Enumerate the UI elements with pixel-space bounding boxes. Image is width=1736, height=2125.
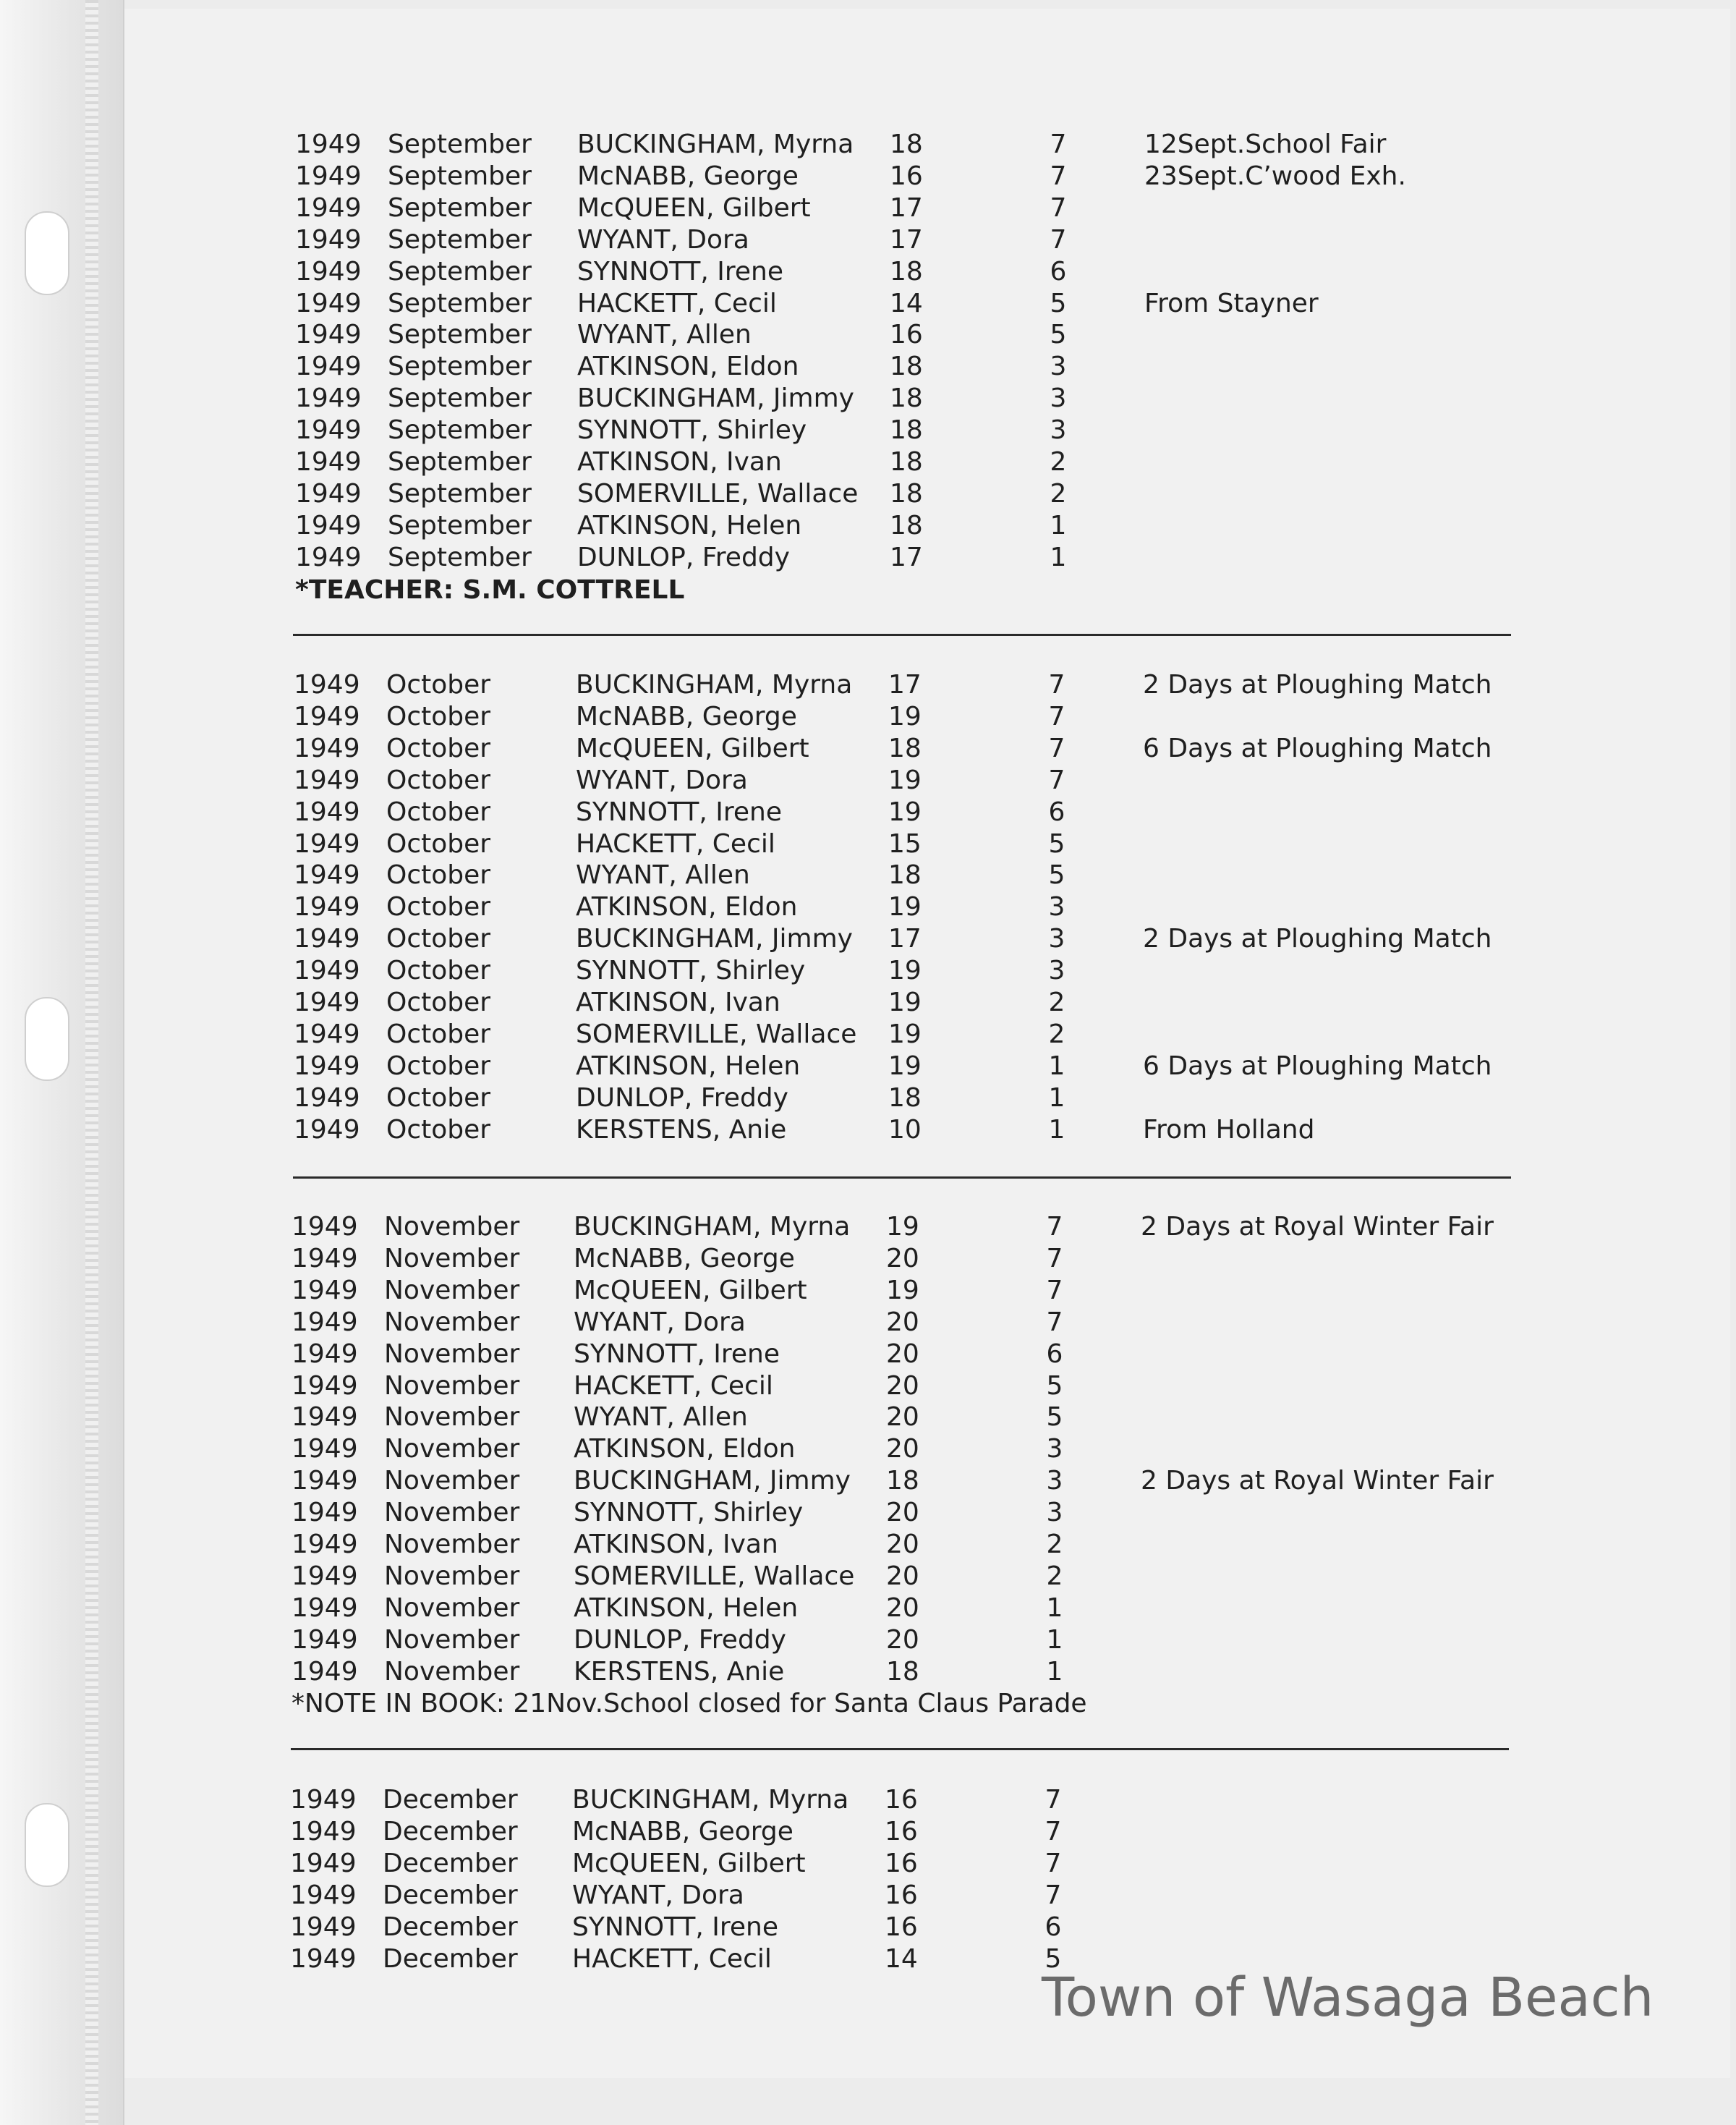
cell-year: 1949: [295, 415, 362, 446]
cell-month: September: [388, 320, 532, 350]
cell-name: DUNLOP, Freddy: [574, 1624, 786, 1655]
cell-grade: 6: [1048, 797, 1065, 827]
cell-grade: 1: [1046, 1624, 1063, 1655]
cell-month: November: [384, 1339, 520, 1369]
cell-name: SYNNOTT, Irene: [577, 256, 784, 287]
cell-month: September: [388, 415, 532, 446]
cell-grade: 5: [1048, 828, 1065, 859]
cell-month: September: [388, 542, 532, 572]
cell-note: From Holland: [1143, 1114, 1315, 1145]
cell-grade: 2: [1046, 1561, 1063, 1591]
cell-grade: 3: [1048, 956, 1065, 986]
cell-month: December: [383, 1785, 518, 1815]
cell-days: 15: [888, 828, 922, 859]
cell-grade: 3: [1048, 892, 1065, 922]
cell-days: 19: [888, 765, 922, 795]
cell-month: October: [386, 892, 491, 922]
cell-name: McQUEEN, Gilbert: [576, 733, 809, 763]
cell-days: 19: [888, 956, 922, 986]
cell-year: 1949: [290, 1912, 357, 1942]
cell-year: 1949: [292, 1339, 358, 1369]
cell-grade: 7: [1050, 130, 1067, 159]
cell-grade: 1: [1050, 510, 1067, 540]
cell-name: SYNNOTT, Shirley: [576, 956, 806, 986]
cell-year: 1949: [294, 988, 360, 1017]
cell-grade: 7: [1046, 1212, 1063, 1242]
cell-days: 20: [886, 1592, 919, 1623]
cell-year: 1949: [294, 701, 360, 731]
cell-grade: 7: [1044, 1816, 1062, 1846]
cell-year: 1949: [290, 1816, 357, 1846]
cell-month: October: [386, 1082, 491, 1113]
cell-year: 1949: [292, 1592, 358, 1623]
cell-days: 16: [885, 1816, 918, 1846]
cell-month: September: [388, 478, 532, 509]
cell-month: November: [384, 1656, 520, 1687]
cell-month: November: [384, 1434, 520, 1464]
cell-days: 20: [886, 1339, 919, 1369]
cell-year: 1949: [295, 161, 362, 191]
cell-year: 1949: [292, 1434, 358, 1464]
cell-month: September: [388, 224, 532, 255]
cell-days: 19: [888, 1051, 922, 1081]
cell-month: October: [386, 860, 491, 891]
cell-grade: 3: [1046, 1434, 1063, 1464]
cell-year: 1949: [292, 1466, 358, 1496]
cell-note: From Stayner: [1144, 288, 1319, 318]
section-divider: [293, 634, 1511, 636]
cell-name: DUNLOP, Freddy: [577, 542, 790, 572]
cell-month: October: [386, 1019, 491, 1049]
cell-year: 1949: [295, 192, 362, 223]
cell-name: SYNNOTT, Irene: [576, 797, 783, 827]
cell-name: ATKINSON, Helen: [577, 510, 802, 540]
cell-grade: 5: [1044, 1943, 1062, 1974]
cell-days: 18: [888, 1082, 922, 1113]
cell-name: ATKINSON, Ivan: [574, 1530, 778, 1559]
cell-grade: 7: [1046, 1275, 1063, 1305]
cell-name: WYANT, Dora: [577, 224, 749, 255]
cell-year: 1949: [290, 1848, 357, 1878]
cell-name: ATKINSON, Eldon: [574, 1434, 796, 1464]
cell-name: ATKINSON, Eldon: [577, 352, 799, 382]
cell-grade: 1: [1048, 1114, 1065, 1145]
cell-year: 1949: [294, 860, 360, 891]
cell-name: McQUEEN, Gilbert: [577, 192, 811, 223]
cell-days: 19: [888, 892, 922, 922]
cell-days: 18: [890, 383, 923, 414]
cell-name: McQUEEN, Gilbert: [574, 1275, 807, 1305]
cell-days: 17: [890, 542, 923, 572]
cell-grade: 5: [1050, 288, 1067, 318]
cell-days: 18: [888, 860, 922, 891]
cell-year: 1949: [294, 892, 360, 922]
cell-year: 1949: [294, 924, 360, 954]
cell-month: October: [386, 1051, 491, 1081]
cell-grade: 7: [1050, 192, 1067, 223]
cell-grade: 7: [1044, 1848, 1062, 1878]
cell-days: 20: [886, 1307, 919, 1337]
cell-month: October: [386, 828, 491, 859]
cell-month: December: [383, 1816, 518, 1846]
cell-grade: 7: [1050, 224, 1067, 255]
cell-days: 20: [886, 1498, 919, 1528]
cell-grade: 6: [1050, 256, 1067, 287]
binder-hole: [25, 997, 69, 1081]
cell-name: WYANT, Allen: [576, 860, 750, 891]
cell-days: 17: [888, 924, 922, 954]
cell-month: November: [384, 1212, 520, 1242]
cell-name: SYNNOTT, Irene: [574, 1339, 780, 1369]
cell-name: McNABB, George: [572, 1816, 793, 1846]
cell-name: SYNNOTT, Irene: [572, 1912, 779, 1942]
cell-year: 1949: [294, 765, 360, 795]
cell-days: 16: [890, 320, 923, 350]
cell-year: 1949: [292, 1370, 358, 1401]
cell-year: 1949: [295, 510, 362, 540]
cell-name: HACKETT, Cecil: [574, 1370, 773, 1401]
cell-days: 16: [890, 161, 923, 191]
cell-days: 18: [890, 447, 923, 477]
cell-name: WYANT, Dora: [576, 765, 748, 795]
cell-month: November: [384, 1624, 520, 1655]
cell-year: 1949: [295, 383, 362, 414]
cell-month: September: [388, 161, 532, 191]
cell-name: BUCKINGHAM, Myrna: [574, 1212, 851, 1242]
sheet-protector-edge: [0, 0, 124, 2125]
cell-days: 16: [885, 1785, 918, 1815]
cell-name: SOMERVILLE, Wallace: [577, 478, 859, 509]
cell-name: WYANT, Dora: [572, 1880, 744, 1910]
cell-grade: 7: [1044, 1880, 1062, 1910]
cell-name: HACKETT, Cecil: [577, 288, 777, 318]
cell-year: 1949: [295, 447, 362, 477]
cell-year: 1949: [295, 256, 362, 287]
cell-grade: 7: [1048, 765, 1065, 795]
cell-year: 1949: [292, 1212, 358, 1242]
cell-days: 10: [888, 1114, 922, 1145]
cell-year: 1949: [290, 1785, 357, 1815]
cell-grade: 3: [1050, 415, 1067, 446]
cell-grade: 7: [1048, 733, 1065, 763]
cell-month: November: [384, 1561, 520, 1591]
cell-month: November: [384, 1592, 520, 1623]
cell-year: 1949: [292, 1307, 358, 1337]
cell-grade: 6: [1044, 1912, 1062, 1942]
cell-year: 1949: [295, 224, 362, 255]
book-note: *NOTE IN BOOK: 21Nov.School closed for Santa Claus Parade: [292, 1689, 1087, 1718]
cell-name: BUCKINGHAM, Myrna: [577, 130, 854, 159]
cell-days: 16: [885, 1848, 918, 1878]
cell-year: 1949: [295, 542, 362, 572]
binder-hole: [25, 211, 69, 295]
cell-days: 18: [890, 415, 923, 446]
cell-grade: 5: [1046, 1402, 1063, 1433]
cell-days: 18: [886, 1656, 919, 1687]
cell-year: 1949: [290, 1943, 357, 1974]
cell-year: 1949: [295, 478, 362, 509]
cell-note: 23Sept.C’wood Exh.: [1144, 161, 1406, 191]
cell-name: SYNNOTT, Shirley: [577, 415, 807, 446]
cell-grade: 3: [1046, 1466, 1063, 1496]
cell-name: ATKINSON, Ivan: [577, 447, 782, 477]
cell-days: 14: [885, 1943, 918, 1974]
teacher-note: *TEACHER: S.M. COTTRELL: [295, 575, 685, 605]
cell-name: McNABB, George: [574, 1243, 795, 1273]
cell-month: September: [388, 256, 532, 287]
cell-year: 1949: [292, 1402, 358, 1433]
cell-grade: 7: [1048, 670, 1065, 700]
cell-days: 19: [888, 988, 922, 1017]
cell-note: 12Sept.School Fair: [1144, 130, 1387, 159]
cell-year: 1949: [292, 1243, 358, 1273]
cell-note: 2 Days at Ploughing Match: [1143, 924, 1492, 954]
cell-name: ATKINSON, Eldon: [576, 892, 798, 922]
cell-month: September: [388, 510, 532, 540]
cell-month: October: [386, 988, 491, 1017]
cell-grade: 2: [1048, 988, 1065, 1017]
cell-name: McNABB, George: [577, 161, 799, 191]
cell-days: 19: [888, 701, 922, 731]
cell-year: 1949: [294, 1019, 360, 1049]
watermark: Town of Wasaga Beach: [1042, 1967, 1654, 2029]
cell-days: 19: [886, 1212, 919, 1242]
section-divider: [291, 1748, 1509, 1750]
cell-month: October: [386, 765, 491, 795]
sleeve-rib: [85, 0, 98, 2125]
cell-grade: 3: [1048, 924, 1065, 954]
cell-month: September: [388, 447, 532, 477]
cell-note: 6 Days at Ploughing Match: [1143, 1051, 1492, 1081]
cell-grade: 1: [1048, 1051, 1065, 1081]
cell-year: 1949: [294, 1051, 360, 1081]
cell-name: KERSTENS, Anie: [574, 1656, 785, 1687]
cell-grade: 5: [1048, 860, 1065, 891]
cell-name: HACKETT, Cecil: [576, 828, 775, 859]
cell-month: November: [384, 1466, 520, 1496]
cell-year: 1949: [295, 320, 362, 350]
cell-name: BUCKINGHAM, Jimmy: [576, 924, 853, 954]
cell-grade: 7: [1046, 1243, 1063, 1273]
cell-year: 1949: [292, 1656, 358, 1687]
cell-year: 1949: [292, 1624, 358, 1655]
cell-grade: 2: [1046, 1530, 1063, 1559]
cell-grade: 3: [1050, 383, 1067, 414]
cell-year: 1949: [292, 1561, 358, 1591]
cell-days: 20: [886, 1561, 919, 1591]
cell-year: 1949: [294, 797, 360, 827]
cell-grade: 7: [1050, 161, 1067, 191]
cell-days: 20: [886, 1624, 919, 1655]
cell-year: 1949: [294, 828, 360, 859]
cell-month: October: [386, 956, 491, 986]
cell-days: 16: [885, 1880, 918, 1910]
cell-name: BUCKINGHAM, Jimmy: [577, 383, 854, 414]
cell-name: ATKINSON, Helen: [574, 1592, 799, 1623]
cell-grade: 5: [1046, 1370, 1063, 1401]
cell-year: 1949: [292, 1498, 358, 1528]
cell-month: September: [388, 352, 532, 382]
cell-note: 6 Days at Ploughing Match: [1143, 733, 1492, 763]
cell-grade: 1: [1046, 1656, 1063, 1687]
cell-days: 19: [888, 797, 922, 827]
cell-days: 19: [888, 1019, 922, 1049]
cell-note: 2 Days at Ploughing Match: [1143, 670, 1492, 700]
cell-days: 20: [886, 1434, 919, 1464]
cell-name: DUNLOP, Freddy: [576, 1082, 788, 1113]
cell-year: 1949: [294, 670, 360, 700]
cell-month: November: [384, 1275, 520, 1305]
cell-name: HACKETT, Cecil: [572, 1943, 772, 1974]
cell-month: November: [384, 1243, 520, 1273]
cell-month: October: [386, 733, 491, 763]
cell-name: WYANT, Allen: [577, 320, 752, 350]
cell-grade: 1: [1050, 542, 1067, 572]
cell-days: 19: [886, 1275, 919, 1305]
cell-name: KERSTENS, Anie: [576, 1114, 787, 1145]
cell-year: 1949: [295, 130, 362, 159]
cell-year: 1949: [294, 956, 360, 986]
cell-year: 1949: [290, 1880, 357, 1910]
cell-month: December: [383, 1912, 518, 1942]
cell-year: 1949: [294, 1114, 360, 1145]
cell-name: SOMERVILLE, Wallace: [576, 1019, 857, 1049]
cell-year: 1949: [292, 1275, 358, 1305]
cell-name: McQUEEN, Gilbert: [572, 1848, 806, 1878]
cell-month: November: [384, 1530, 520, 1559]
cell-month: November: [384, 1370, 520, 1401]
cell-days: 20: [886, 1243, 919, 1273]
cell-month: December: [383, 1943, 518, 1974]
cell-year: 1949: [294, 1082, 360, 1113]
cell-note: 2 Days at Royal Winter Fair: [1141, 1212, 1494, 1242]
cell-month: December: [383, 1848, 518, 1878]
cell-note: 2 Days at Royal Winter Fair: [1141, 1466, 1494, 1496]
cell-grade: 5: [1050, 320, 1067, 350]
cell-days: 18: [890, 256, 923, 287]
cell-name: BUCKINGHAM, Jimmy: [574, 1466, 851, 1496]
cell-name: WYANT, Dora: [574, 1307, 746, 1337]
cell-year: 1949: [292, 1530, 358, 1559]
cell-month: December: [383, 1880, 518, 1910]
cell-grade: 2: [1050, 447, 1067, 477]
cell-grade: 7: [1046, 1307, 1063, 1337]
cell-grade: 2: [1048, 1019, 1065, 1049]
cell-grade: 3: [1046, 1498, 1063, 1528]
cell-month: October: [386, 701, 491, 731]
cell-name: SYNNOTT, Shirley: [574, 1498, 804, 1528]
cell-month: October: [386, 1114, 491, 1145]
cell-grade: 1: [1046, 1592, 1063, 1623]
cell-name: ATKINSON, Ivan: [576, 988, 780, 1017]
binder-hole: [25, 1803, 69, 1887]
cell-grade: 7: [1048, 701, 1065, 731]
cell-grade: 6: [1046, 1339, 1063, 1369]
cell-month: September: [388, 288, 532, 318]
cell-name: McNABB, George: [576, 701, 797, 731]
cell-days: 16: [885, 1912, 918, 1942]
cell-name: SOMERVILLE, Wallace: [574, 1561, 855, 1591]
cell-month: September: [388, 130, 532, 159]
cell-days: 14: [890, 288, 923, 318]
cell-name: BUCKINGHAM, Myrna: [576, 670, 853, 700]
section-divider: [293, 1176, 1511, 1179]
cell-month: November: [384, 1498, 520, 1528]
cell-month: October: [386, 924, 491, 954]
cell-year: 1949: [295, 352, 362, 382]
cell-days: 18: [886, 1466, 919, 1496]
cell-name: WYANT, Allen: [574, 1402, 748, 1433]
cell-grade: 3: [1050, 352, 1067, 382]
cell-year: 1949: [294, 733, 360, 763]
cell-month: September: [388, 383, 532, 414]
cell-year: 1949: [295, 288, 362, 318]
cell-days: 18: [888, 733, 922, 763]
cell-days: 18: [890, 478, 923, 509]
document-sheet: [124, 9, 1730, 2078]
cell-grade: 7: [1044, 1785, 1062, 1815]
cell-month: November: [384, 1402, 520, 1433]
cell-name: BUCKINGHAM, Myrna: [572, 1785, 849, 1815]
cell-days: 18: [890, 130, 923, 159]
cell-days: 20: [886, 1530, 919, 1559]
cell-month: October: [386, 670, 491, 700]
cell-name: ATKINSON, Helen: [576, 1051, 801, 1081]
cell-days: 18: [890, 510, 923, 540]
cell-days: 20: [886, 1370, 919, 1401]
cell-days: 20: [886, 1402, 919, 1433]
cell-month: November: [384, 1307, 520, 1337]
cell-days: 18: [890, 352, 923, 382]
cell-month: September: [388, 192, 532, 223]
cell-days: 17: [890, 224, 923, 255]
cell-month: October: [386, 797, 491, 827]
cell-days: 17: [888, 670, 922, 700]
cell-grade: 2: [1050, 478, 1067, 509]
cell-grade: 1: [1048, 1082, 1065, 1113]
cell-days: 17: [890, 192, 923, 223]
